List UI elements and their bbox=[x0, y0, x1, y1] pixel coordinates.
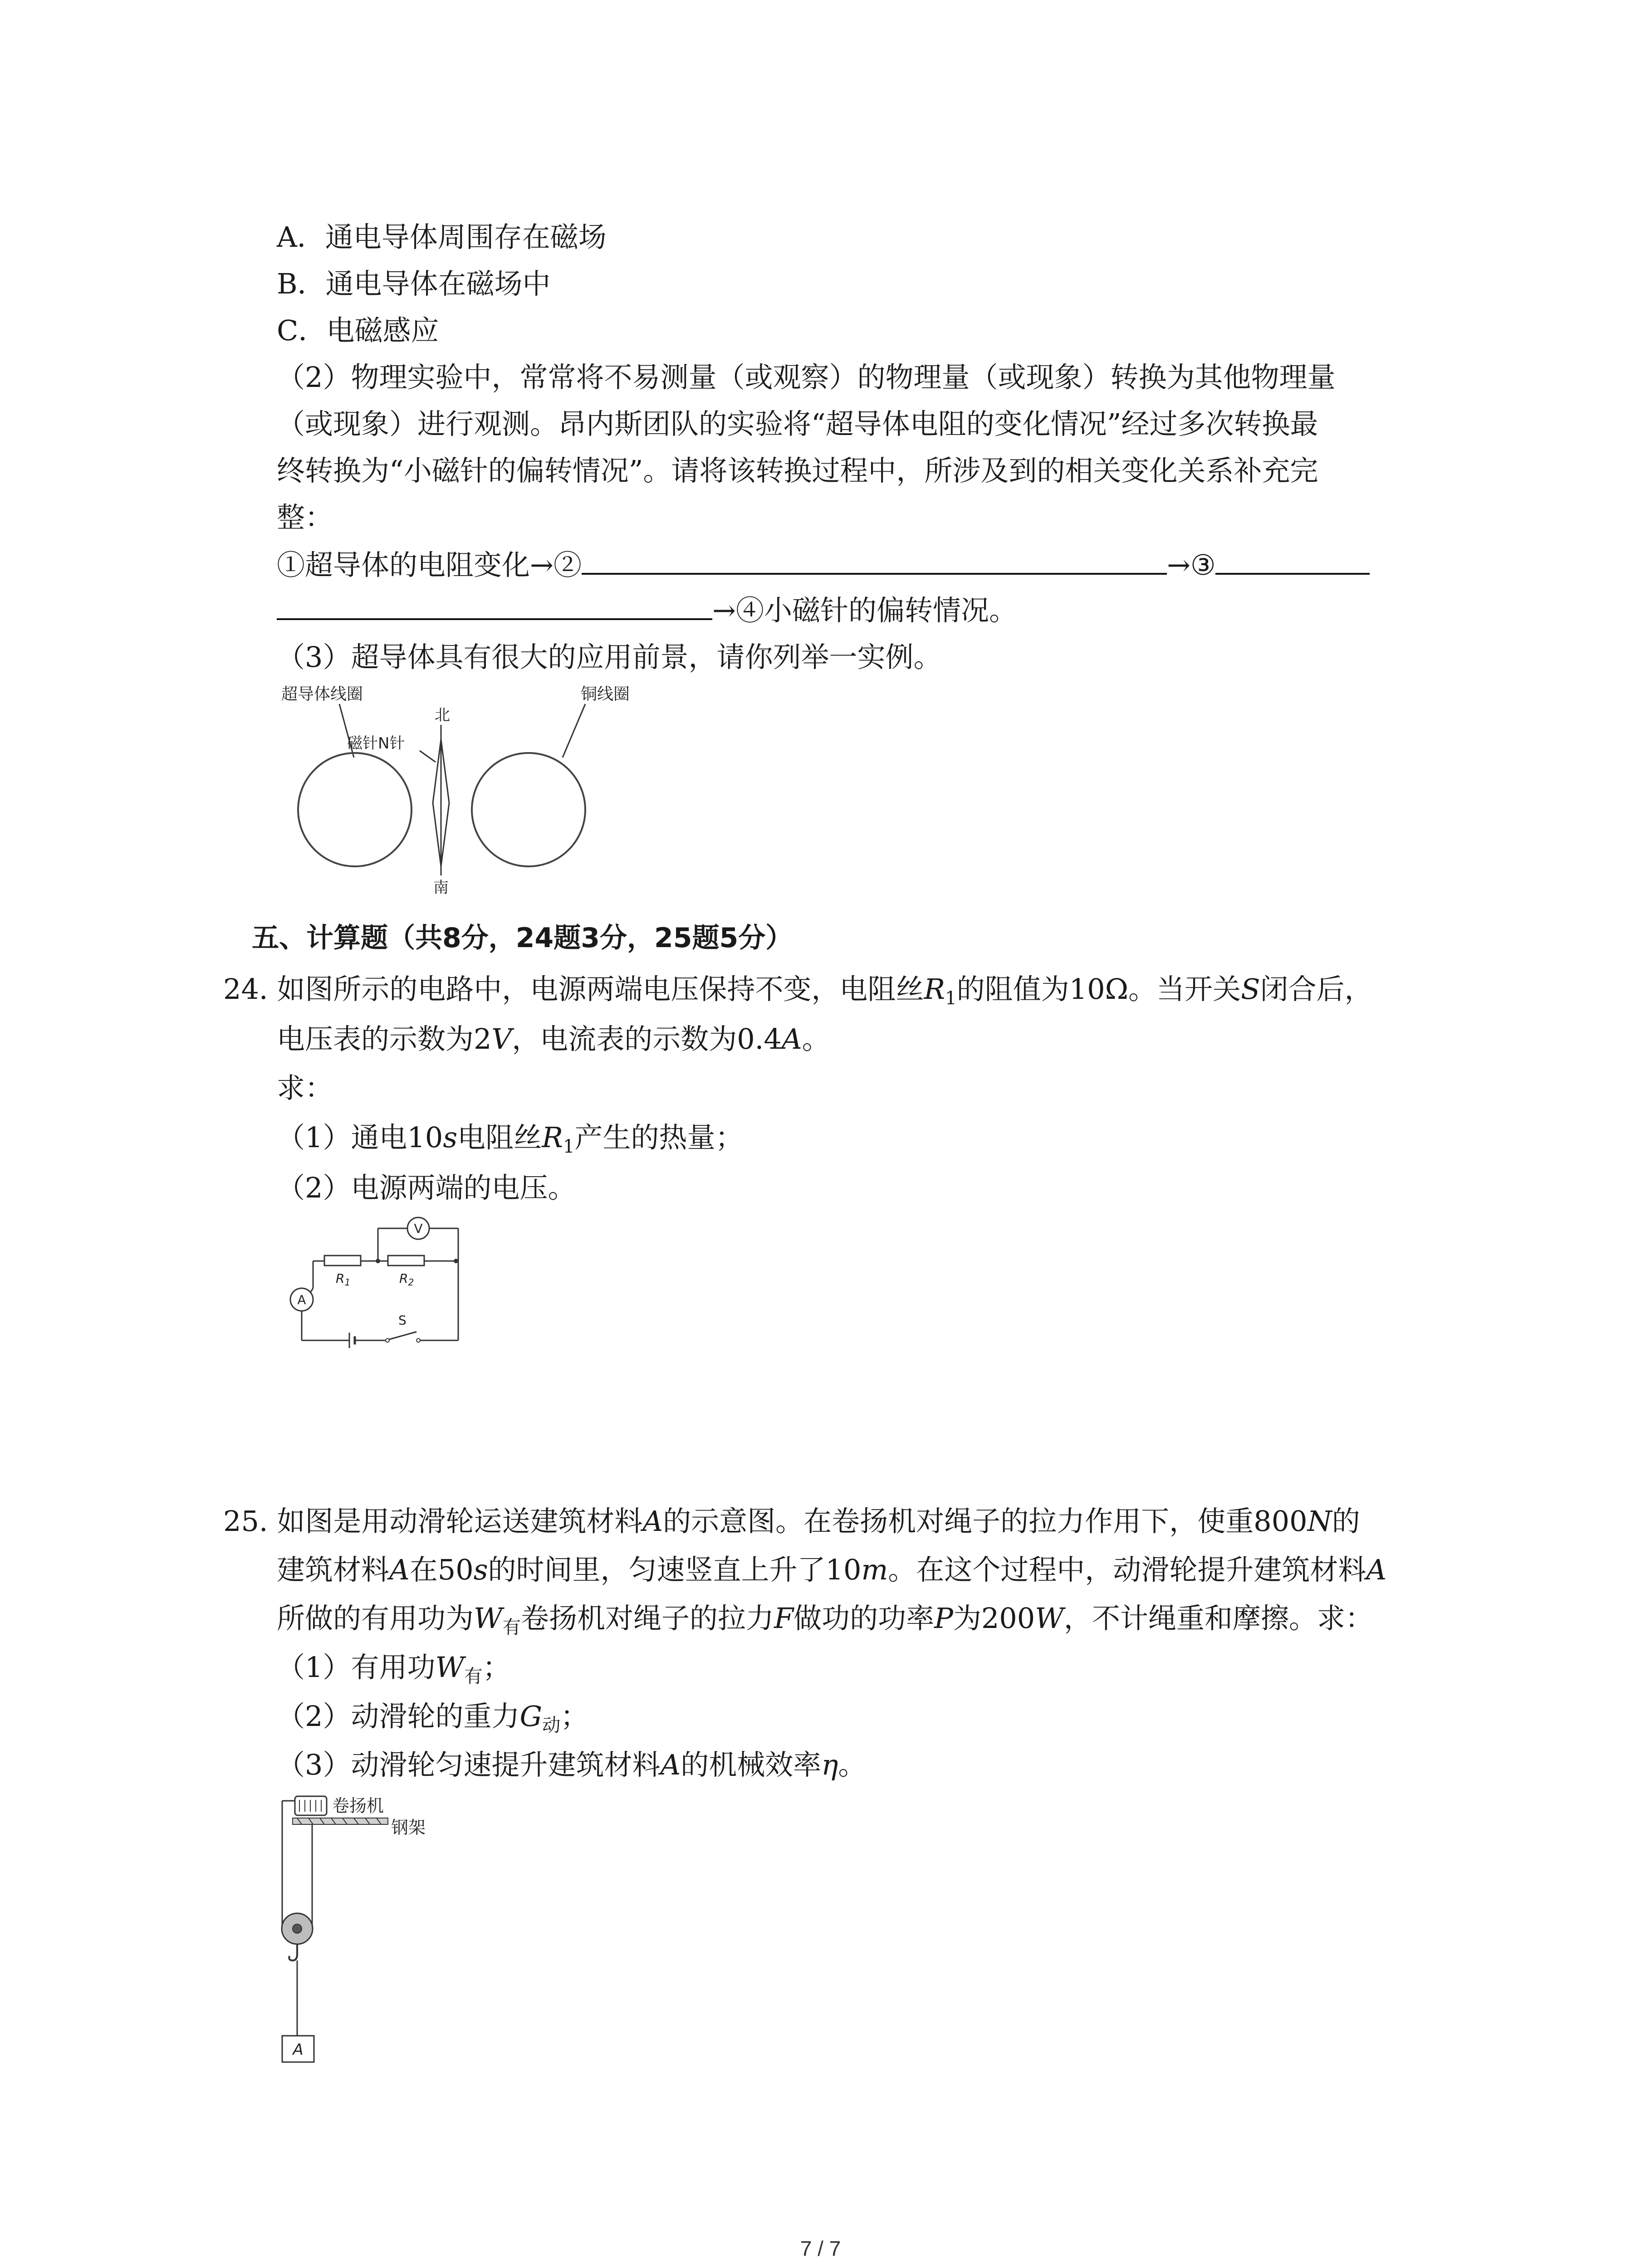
w-subscript-2: 有 bbox=[464, 1666, 483, 1687]
label-north: 北 bbox=[435, 706, 450, 724]
f-symbol: F bbox=[774, 1602, 794, 1635]
r1-symbol-2: R bbox=[542, 1121, 563, 1154]
q25-text-3e: ，不计绳重和摩擦。求： bbox=[1063, 1602, 1373, 1635]
r1-subscript: 1 bbox=[945, 987, 957, 1009]
frame-label: 钢架 bbox=[391, 1818, 426, 1838]
q25-sub1-a: （1）有用功 bbox=[277, 1651, 436, 1684]
q25-text-3c: 做功的功率 bbox=[794, 1602, 935, 1635]
switch-symbol: S bbox=[1240, 973, 1260, 1006]
resistor-r1 bbox=[324, 1256, 361, 1266]
q25-text-2a: 建筑材料 bbox=[277, 1553, 390, 1586]
watt-unit: W bbox=[1035, 1602, 1064, 1635]
q24-sub1-b: 电阻丝 bbox=[457, 1121, 542, 1154]
q24-text-1a: 如图所示的电路中，电源两端电压保持不变，电阻丝 bbox=[277, 973, 924, 1006]
steel-frame bbox=[293, 1818, 388, 1824]
q24-sub1-c: 产生的热量； bbox=[574, 1121, 744, 1154]
r1-subscript-2: 1 bbox=[563, 1136, 575, 1158]
option-a: A．通电导体周围存在磁场 bbox=[277, 220, 607, 254]
q2-line-3: 终转换为“小磁针的偏转情况”。请将该转换过程中，所涉及到的相关变化关系补充完 bbox=[277, 454, 1318, 487]
w-symbol: W bbox=[474, 1602, 503, 1635]
pulley-diagram bbox=[272, 1792, 481, 2064]
q25-text-1b: 的示意图。在卷扬机对绳子的拉力作用下，使重800 bbox=[663, 1505, 1308, 1538]
label-south: 南 bbox=[433, 879, 449, 897]
q24-text-1c: 闭合后， bbox=[1260, 973, 1373, 1006]
q25-line-1 bbox=[223, 1505, 1360, 1538]
option-c: C．电磁感应 bbox=[277, 314, 439, 347]
q24-text-2b: ，电流表的示数为0.4 bbox=[512, 1022, 782, 1056]
q3-text: （3）超导体具有很大的应用前景，请你列举一实例。 bbox=[277, 640, 942, 674]
r2-label: $R_2$ bbox=[399, 1271, 414, 1288]
newton-unit: N bbox=[1307, 1505, 1332, 1538]
material-a-3: A bbox=[1366, 1553, 1387, 1586]
q24-text-2c: 。 bbox=[802, 1022, 830, 1056]
q2-line-2: （或现象）进行观测。昂内斯团队的实验将“超导体电阻的变化情况”经过多次转换最 bbox=[277, 407, 1318, 440]
second-unit: s bbox=[443, 1121, 458, 1154]
q25-sub-2 bbox=[277, 1702, 588, 1735]
volt-unit: V bbox=[491, 1022, 512, 1056]
q25-line-3 bbox=[277, 1604, 1373, 1637]
q25-sub1-b: ； bbox=[482, 1651, 511, 1684]
option-b: B．通电导体在磁场中 bbox=[277, 267, 551, 300]
q25-text-3b: 卷扬机对绳子的拉力 bbox=[521, 1602, 774, 1635]
q25-sub3-c: 。 bbox=[838, 1748, 867, 1781]
q25-sub-1 bbox=[277, 1653, 511, 1686]
page-number: 7 / 7 bbox=[800, 2237, 841, 2260]
material-a-4: A bbox=[660, 1748, 681, 1781]
hook bbox=[289, 1944, 297, 1960]
resistor-r2 bbox=[388, 1256, 424, 1266]
q25-sub-3 bbox=[277, 1748, 867, 1781]
q24-sub1-a: （1）通电10 bbox=[277, 1121, 443, 1154]
w-subscript: 有 bbox=[502, 1617, 521, 1638]
g-subscript: 动 bbox=[542, 1715, 561, 1736]
q2-line-4: 整： bbox=[277, 501, 333, 534]
chain-arrow-3: →③ bbox=[1166, 548, 1216, 582]
q25-sub2-b: ； bbox=[560, 1700, 589, 1733]
conversion-chain-line bbox=[277, 548, 1370, 582]
switch-label: S bbox=[398, 1313, 407, 1328]
material-a-2: A bbox=[389, 1553, 410, 1586]
r1-symbol: R bbox=[924, 973, 945, 1006]
q25-sub2-a: （2）动滑轮的重力 bbox=[277, 1700, 520, 1733]
q24-ask: 求： bbox=[277, 1071, 333, 1105]
chain-start-text: ①超导体的电阻变化→② bbox=[277, 548, 582, 582]
switch-blade bbox=[389, 1332, 416, 1339]
blank-step-2[interactable] bbox=[582, 550, 1167, 575]
w-symbol-2: W bbox=[435, 1651, 465, 1684]
voltmeter-label: V bbox=[414, 1221, 423, 1236]
q25-text-3a: 所做的有用功为 bbox=[277, 1602, 474, 1635]
g-symbol: G bbox=[519, 1700, 542, 1733]
superconductor-coil-figure bbox=[272, 680, 644, 897]
q25-number: 25. bbox=[223, 1505, 268, 1538]
q24-text-1b: 的阻值为10Ω。当开关 bbox=[956, 973, 1241, 1006]
ammeter-label: A bbox=[297, 1292, 306, 1307]
label-needle-n: 磁针N针 bbox=[347, 734, 405, 753]
superconductor-coil bbox=[298, 753, 411, 866]
eta-symbol: η bbox=[821, 1748, 838, 1781]
q25-text-2d: 。在这个过程中，动滑轮提升建筑材料 bbox=[888, 1553, 1367, 1586]
q2-line-1: （2）物理实验中，常常将不易测量（或观察）的物理量（或现象）转换为其他物理量 bbox=[277, 361, 1336, 394]
blank-step-3-part-2[interactable] bbox=[277, 596, 712, 620]
material-a: A bbox=[642, 1505, 663, 1538]
p-symbol: P bbox=[934, 1602, 953, 1635]
blank-step-3-part-1[interactable] bbox=[1215, 550, 1370, 575]
load-label: A bbox=[293, 2041, 304, 2059]
chain-end-text: →④小磁针的偏转情况。 bbox=[712, 594, 1017, 627]
q25-text-1c: 的 bbox=[1332, 1505, 1360, 1538]
q25-sub3-b: 的机械效率 bbox=[681, 1748, 822, 1781]
q25-text-2c: 的时间里，匀速竖直上升了10 bbox=[488, 1553, 862, 1586]
q24-text-2a: 电压表的示数为2 bbox=[277, 1022, 492, 1056]
q25-sub3-a: （3）动滑轮匀速提升建筑材料 bbox=[277, 1748, 661, 1781]
section-5-heading: 五、计算题（共8分，24题3分，25题5分） bbox=[252, 922, 793, 954]
q24-line-2 bbox=[277, 1022, 830, 1056]
q25-text-3d: 为200 bbox=[953, 1602, 1035, 1635]
meter-unit: m bbox=[861, 1553, 888, 1586]
ampere-unit: A bbox=[781, 1022, 802, 1056]
label-superconductor-coil: 超导体线圈 bbox=[281, 685, 363, 704]
q24-sub-1 bbox=[277, 1121, 744, 1158]
copper-coil bbox=[472, 753, 585, 866]
r1-label: $R_1$ bbox=[336, 1271, 351, 1288]
q24-number: 24. bbox=[223, 973, 268, 1006]
q25-line-2 bbox=[277, 1553, 1387, 1586]
winch-label: 卷扬机 bbox=[332, 1796, 384, 1816]
q25-text-1a: 如图是用动滑轮运送建筑材料 bbox=[277, 1505, 643, 1538]
q25-text-2b: 在50 bbox=[409, 1553, 474, 1586]
conversion-chain-line-2 bbox=[277, 596, 1017, 625]
q24-sub-2: （2）电源两端的电压。 bbox=[277, 1171, 576, 1204]
circuit-diagram bbox=[272, 1216, 472, 1361]
second-unit-2: s bbox=[473, 1553, 488, 1586]
label-copper-coil: 铜线圈 bbox=[581, 685, 630, 704]
q24-line-1 bbox=[223, 975, 1372, 1007]
